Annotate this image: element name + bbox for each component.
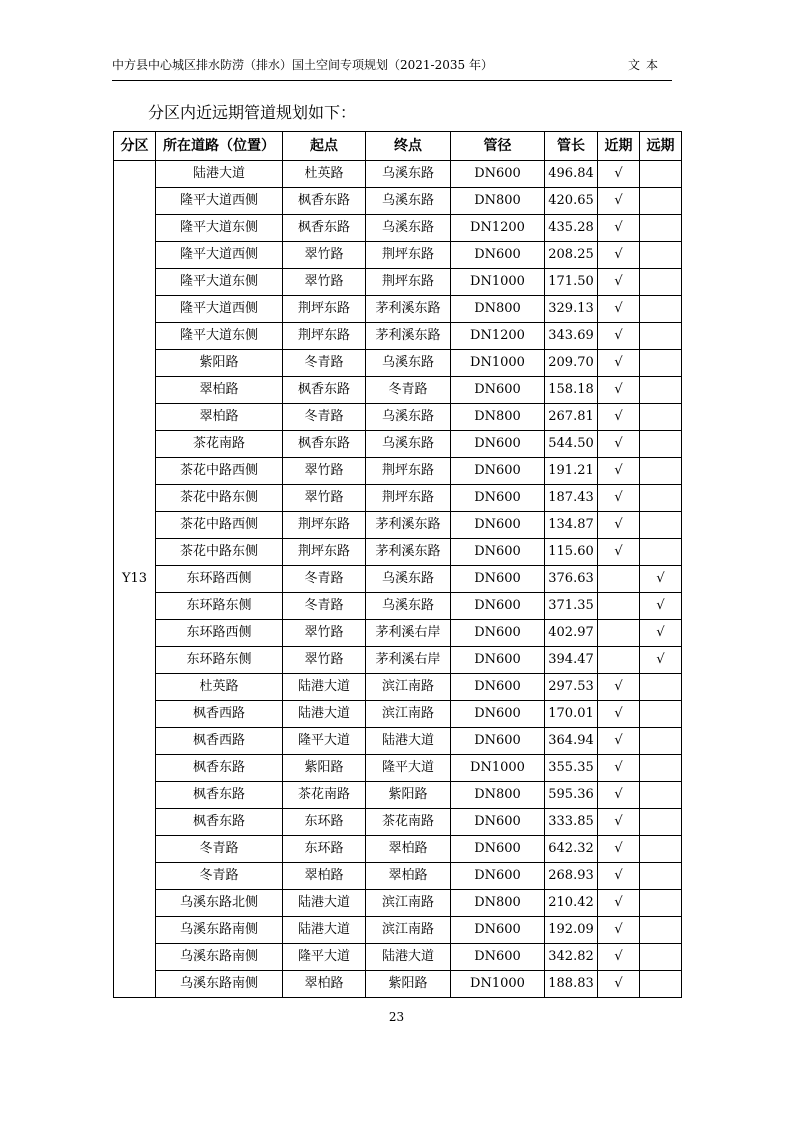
road-cell: 隆平大道西侧 — [156, 242, 283, 269]
diameter-cell: DN600 — [451, 836, 545, 863]
long-term-mark — [640, 701, 682, 728]
start-cell: 东环路 — [283, 809, 366, 836]
table-row — [114, 296, 682, 323]
length-cell: 420.65 — [545, 188, 598, 215]
start-cell: 枫香东路 — [283, 377, 366, 404]
road-cell: 茶花中路西侧 — [156, 458, 283, 485]
end-cell: 冬青路 — [366, 377, 451, 404]
end-cell: 乌溪东路 — [366, 593, 451, 620]
road-cell: 茶花中路东侧 — [156, 485, 283, 512]
table-row — [114, 674, 682, 701]
start-cell: 冬青路 — [283, 593, 366, 620]
near-term-mark: √ — [598, 323, 640, 350]
table-row — [114, 593, 682, 620]
end-cell: 乌溪东路 — [366, 215, 451, 242]
near-term-mark: √ — [598, 431, 640, 458]
table-row — [114, 944, 682, 971]
start-cell: 陆港大道 — [283, 917, 366, 944]
near-term-mark: √ — [598, 755, 640, 782]
pipe-plan-table — [113, 131, 682, 998]
diameter-cell: DN600 — [451, 647, 545, 674]
document-title: 中方县中心城区排水防涝（排水）国土空间专项规划（2021-2035 年） — [112, 58, 493, 72]
start-cell: 荆坪东路 — [283, 323, 366, 350]
table-row — [114, 215, 682, 242]
length-cell: 170.01 — [545, 701, 598, 728]
table-row — [114, 458, 682, 485]
end-cell: 隆平大道 — [366, 755, 451, 782]
table-header-row — [114, 132, 682, 161]
near-term-mark: √ — [598, 377, 640, 404]
start-cell: 紫阳路 — [283, 755, 366, 782]
diameter-cell: DN600 — [451, 539, 545, 566]
end-cell: 陆港大道 — [366, 944, 451, 971]
length-cell: 333.85 — [545, 809, 598, 836]
diameter-cell: DN600 — [451, 809, 545, 836]
near-term-mark: √ — [598, 404, 640, 431]
length-cell: 268.93 — [545, 863, 598, 890]
end-cell: 茅利溪右岸 — [366, 647, 451, 674]
start-cell: 荆坪东路 — [283, 296, 366, 323]
diameter-cell: DN600 — [451, 431, 545, 458]
near-term-mark: √ — [598, 161, 640, 188]
diameter-cell: DN1000 — [451, 269, 545, 296]
table-row — [114, 836, 682, 863]
road-cell: 乌溪东路南侧 — [156, 971, 283, 998]
near-term-mark: √ — [598, 890, 640, 917]
length-cell: 171.50 — [545, 269, 598, 296]
diameter-cell: DN1200 — [451, 323, 545, 350]
start-cell: 冬青路 — [283, 404, 366, 431]
near-term-mark: √ — [598, 944, 640, 971]
table-row — [114, 485, 682, 512]
long-term-mark — [640, 485, 682, 512]
road-cell: 翠柏路 — [156, 404, 283, 431]
diameter-cell: DN600 — [451, 566, 545, 593]
near-term-mark: √ — [598, 836, 640, 863]
end-cell: 乌溪东路 — [366, 161, 451, 188]
table-row — [114, 323, 682, 350]
length-cell: 342.82 — [545, 944, 598, 971]
long-term-mark — [640, 944, 682, 971]
end-cell: 乌溪东路 — [366, 404, 451, 431]
diameter-cell: DN600 — [451, 242, 545, 269]
near-term-mark — [598, 620, 640, 647]
length-cell: 435.28 — [545, 215, 598, 242]
diameter-cell: DN600 — [451, 458, 545, 485]
road-cell: 茶花中路东侧 — [156, 539, 283, 566]
table-row — [114, 539, 682, 566]
long-term-mark — [640, 161, 682, 188]
length-cell: 376.63 — [545, 566, 598, 593]
long-term-mark: √ — [640, 620, 682, 647]
end-cell: 滨江南路 — [366, 674, 451, 701]
length-cell: 595.36 — [545, 782, 598, 809]
table-row — [114, 512, 682, 539]
long-term-mark: √ — [640, 566, 682, 593]
start-cell: 翠竹路 — [283, 458, 366, 485]
near-term-mark: √ — [598, 809, 640, 836]
long-term-mark: √ — [640, 593, 682, 620]
long-term-mark — [640, 809, 682, 836]
long-term-mark — [640, 971, 682, 998]
length-cell: 158.18 — [545, 377, 598, 404]
diameter-cell: DN600 — [451, 944, 545, 971]
near-term-mark — [598, 566, 640, 593]
start-cell: 冬青路 — [283, 350, 366, 377]
end-cell: 荆坪东路 — [366, 269, 451, 296]
diameter-cell: DN600 — [451, 701, 545, 728]
diameter-cell: DN600 — [451, 674, 545, 701]
length-cell: 371.35 — [545, 593, 598, 620]
diameter-cell: DN600 — [451, 620, 545, 647]
road-cell: 枫香西路 — [156, 701, 283, 728]
end-cell: 滨江南路 — [366, 917, 451, 944]
length-cell: 115.60 — [545, 539, 598, 566]
table-row — [114, 755, 682, 782]
diameter-cell: DN1000 — [451, 755, 545, 782]
intro-text: 分区内近远期管道规划如下： — [148, 103, 357, 122]
table-row — [114, 782, 682, 809]
road-cell: 东环路西侧 — [156, 620, 283, 647]
near-term-mark: √ — [598, 350, 640, 377]
near-term-mark: √ — [598, 782, 640, 809]
length-cell: 364.94 — [545, 728, 598, 755]
length-cell: 192.09 — [545, 917, 598, 944]
table-row — [114, 431, 682, 458]
road-cell: 枫香东路 — [156, 782, 283, 809]
length-cell: 134.87 — [545, 512, 598, 539]
long-term-mark — [640, 350, 682, 377]
start-cell: 陆港大道 — [283, 890, 366, 917]
near-term-mark — [598, 647, 640, 674]
long-term-mark — [640, 215, 682, 242]
header-cell-zone: 分区 — [114, 132, 156, 161]
table-row — [114, 971, 682, 998]
table-body — [114, 161, 682, 998]
road-cell: 东环路东侧 — [156, 593, 283, 620]
near-term-mark: √ — [598, 728, 640, 755]
table-row — [114, 890, 682, 917]
start-cell: 隆平大道 — [283, 944, 366, 971]
diameter-cell: DN600 — [451, 512, 545, 539]
end-cell: 荆坪东路 — [366, 485, 451, 512]
page-header — [112, 54, 672, 76]
long-term-mark — [640, 836, 682, 863]
road-cell: 陆港大道 — [156, 161, 283, 188]
table-row — [114, 701, 682, 728]
near-term-mark — [598, 593, 640, 620]
long-term-mark — [640, 269, 682, 296]
diameter-cell: DN600 — [451, 161, 545, 188]
length-cell: 188.83 — [545, 971, 598, 998]
length-cell: 329.13 — [545, 296, 598, 323]
long-term-mark — [640, 431, 682, 458]
road-cell: 隆平大道西侧 — [156, 296, 283, 323]
road-cell: 冬青路 — [156, 863, 283, 890]
length-cell: 297.53 — [545, 674, 598, 701]
diameter-cell: DN600 — [451, 485, 545, 512]
near-term-mark: √ — [598, 701, 640, 728]
start-cell: 枫香东路 — [283, 215, 366, 242]
long-term-mark — [640, 458, 682, 485]
start-cell: 翠竹路 — [283, 620, 366, 647]
road-cell: 紫阳路 — [156, 350, 283, 377]
length-cell: 208.25 — [545, 242, 598, 269]
long-term-mark — [640, 755, 682, 782]
header-cell-road: 所在道路（位置） — [156, 132, 283, 161]
diameter-cell: DN800 — [451, 890, 545, 917]
road-cell: 杜英路 — [156, 674, 283, 701]
end-cell: 茅利溪东路 — [366, 512, 451, 539]
length-cell: 544.50 — [545, 431, 598, 458]
long-term-mark — [640, 188, 682, 215]
near-term-mark: √ — [598, 512, 640, 539]
end-cell: 滨江南路 — [366, 890, 451, 917]
end-cell: 茅利溪东路 — [366, 539, 451, 566]
diameter-cell: DN1200 — [451, 215, 545, 242]
road-cell: 隆平大道东侧 — [156, 323, 283, 350]
page-number: 23 — [388, 1010, 405, 1024]
table-row — [114, 377, 682, 404]
start-cell: 翠竹路 — [283, 485, 366, 512]
road-cell: 东环路西侧 — [156, 566, 283, 593]
near-term-mark: √ — [598, 242, 640, 269]
end-cell: 翠柏路 — [366, 836, 451, 863]
diameter-cell: DN800 — [451, 404, 545, 431]
long-term-mark — [640, 377, 682, 404]
road-cell: 枫香东路 — [156, 755, 283, 782]
road-cell: 冬青路 — [156, 836, 283, 863]
road-cell: 翠柏路 — [156, 377, 283, 404]
diameter-cell: DN600 — [451, 863, 545, 890]
start-cell: 翠竹路 — [283, 647, 366, 674]
length-cell: 267.81 — [545, 404, 598, 431]
long-term-mark — [640, 782, 682, 809]
length-cell: 191.21 — [545, 458, 598, 485]
diameter-cell: DN1000 — [451, 350, 545, 377]
length-cell: 496.84 — [545, 161, 598, 188]
long-term-mark — [640, 512, 682, 539]
diameter-cell: DN1000 — [451, 971, 545, 998]
length-cell: 394.47 — [545, 647, 598, 674]
end-cell: 茅利溪东路 — [366, 323, 451, 350]
start-cell: 隆平大道 — [283, 728, 366, 755]
diameter-cell: DN800 — [451, 782, 545, 809]
start-cell: 荆坪东路 — [283, 539, 366, 566]
diameter-cell: DN600 — [451, 377, 545, 404]
header-cell-length: 管长 — [545, 132, 598, 161]
road-cell: 枫香东路 — [156, 809, 283, 836]
start-cell: 枫香东路 — [283, 431, 366, 458]
end-cell: 茅利溪右岸 — [366, 620, 451, 647]
start-cell: 翠柏路 — [283, 971, 366, 998]
table-row — [114, 809, 682, 836]
start-cell: 陆港大道 — [283, 674, 366, 701]
length-cell: 209.70 — [545, 350, 598, 377]
length-cell: 343.69 — [545, 323, 598, 350]
end-cell: 乌溪东路 — [366, 188, 451, 215]
start-cell: 翠柏路 — [283, 863, 366, 890]
header-divider — [112, 80, 672, 81]
end-cell: 乌溪东路 — [366, 350, 451, 377]
long-term-mark — [640, 890, 682, 917]
long-term-mark: √ — [640, 647, 682, 674]
end-cell: 滨江南路 — [366, 701, 451, 728]
length-cell: 642.32 — [545, 836, 598, 863]
end-cell: 茅利溪东路 — [366, 296, 451, 323]
near-term-mark: √ — [598, 674, 640, 701]
near-term-mark: √ — [598, 296, 640, 323]
long-term-mark — [640, 404, 682, 431]
table-row — [114, 566, 682, 593]
start-cell: 枫香东路 — [283, 188, 366, 215]
zone-cell: Y13 — [114, 161, 156, 998]
table-row — [114, 917, 682, 944]
near-term-mark: √ — [598, 269, 640, 296]
table-row — [114, 620, 682, 647]
road-cell: 隆平大道东侧 — [156, 269, 283, 296]
diameter-cell: DN800 — [451, 296, 545, 323]
start-cell: 茶花南路 — [283, 782, 366, 809]
end-cell: 茶花南路 — [366, 809, 451, 836]
long-term-mark — [640, 728, 682, 755]
end-cell: 乌溪东路 — [366, 431, 451, 458]
near-term-mark: √ — [598, 188, 640, 215]
road-cell: 乌溪东路北侧 — [156, 890, 283, 917]
table-row — [114, 161, 682, 188]
end-cell: 紫阳路 — [366, 782, 451, 809]
road-cell: 乌溪东路南侧 — [156, 944, 283, 971]
near-term-mark: √ — [598, 863, 640, 890]
diameter-cell: DN600 — [451, 917, 545, 944]
long-term-mark — [640, 863, 682, 890]
near-term-mark: √ — [598, 539, 640, 566]
end-cell: 乌溪东路 — [366, 566, 451, 593]
road-cell: 隆平大道西侧 — [156, 188, 283, 215]
road-cell: 乌溪东路南侧 — [156, 917, 283, 944]
long-term-mark — [640, 242, 682, 269]
end-cell: 紫阳路 — [366, 971, 451, 998]
start-cell: 翠竹路 — [283, 242, 366, 269]
start-cell: 东环路 — [283, 836, 366, 863]
long-term-mark — [640, 539, 682, 566]
road-cell: 茶花南路 — [156, 431, 283, 458]
table-row — [114, 863, 682, 890]
table-row — [114, 647, 682, 674]
road-cell: 茶花中路西侧 — [156, 512, 283, 539]
start-cell: 陆港大道 — [283, 701, 366, 728]
diameter-cell: DN800 — [451, 188, 545, 215]
length-cell: 187.43 — [545, 485, 598, 512]
header-section-label: 文本 — [627, 58, 664, 72]
header-cell-long-term: 远期 — [640, 132, 682, 161]
table-row — [114, 350, 682, 377]
start-cell: 荆坪东路 — [283, 512, 366, 539]
end-cell: 翠柏路 — [366, 863, 451, 890]
start-cell: 翠竹路 — [283, 269, 366, 296]
diameter-cell: DN600 — [451, 593, 545, 620]
long-term-mark — [640, 296, 682, 323]
table-row — [114, 242, 682, 269]
length-cell: 210.42 — [545, 890, 598, 917]
end-cell: 荆坪东路 — [366, 242, 451, 269]
start-cell: 冬青路 — [283, 566, 366, 593]
long-term-mark — [640, 674, 682, 701]
start-cell: 杜英路 — [283, 161, 366, 188]
table-row — [114, 728, 682, 755]
road-cell: 隆平大道东侧 — [156, 215, 283, 242]
end-cell: 荆坪东路 — [366, 458, 451, 485]
header-cell-diameter: 管径 — [451, 132, 545, 161]
road-cell: 枫香西路 — [156, 728, 283, 755]
road-cell: 东环路东侧 — [156, 647, 283, 674]
length-cell: 355.35 — [545, 755, 598, 782]
header-cell-start: 起点 — [283, 132, 366, 161]
long-term-mark — [640, 323, 682, 350]
header-cell-near-term: 近期 — [598, 132, 640, 161]
long-term-mark — [640, 917, 682, 944]
length-cell: 402.97 — [545, 620, 598, 647]
near-term-mark: √ — [598, 215, 640, 242]
near-term-mark: √ — [598, 458, 640, 485]
end-cell: 陆港大道 — [366, 728, 451, 755]
near-term-mark: √ — [598, 917, 640, 944]
table-row — [114, 188, 682, 215]
near-term-mark: √ — [598, 971, 640, 998]
header-cell-end: 终点 — [366, 132, 451, 161]
table-row — [114, 404, 682, 431]
table-row — [114, 269, 682, 296]
diameter-cell: DN600 — [451, 728, 545, 755]
near-term-mark: √ — [598, 485, 640, 512]
